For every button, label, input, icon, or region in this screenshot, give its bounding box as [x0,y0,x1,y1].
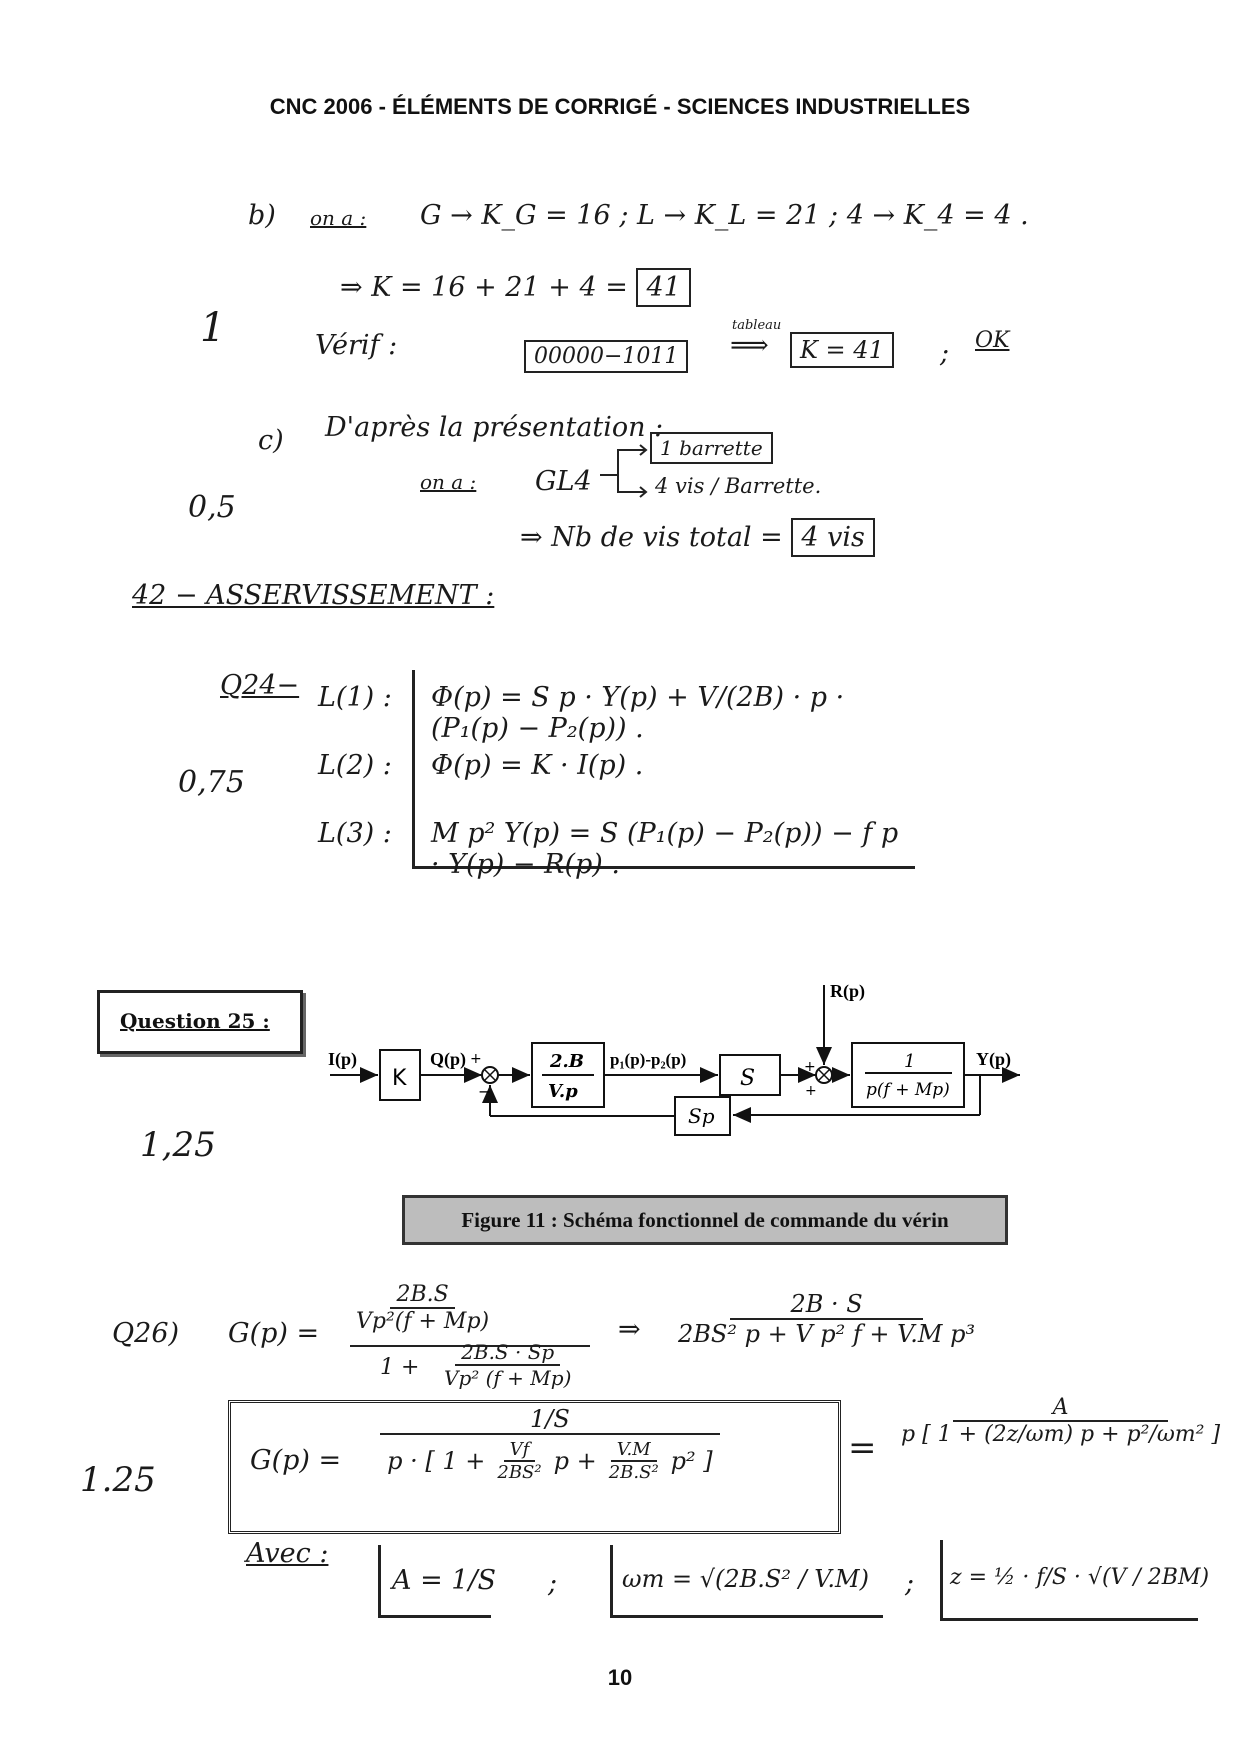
label-sp: Sp [688,1104,715,1128]
q26-inner-den: Vp² (f + Mp) [444,1366,572,1390]
part-b-label: b) [248,200,276,231]
q24-eq-2: Φ(p) = K · I(p) . [431,750,644,781]
branch2-text: 4 vis / Barrette. [655,474,822,498]
k-result-box: K = 41 [790,332,894,368]
question-25-label: Question 25 : [120,1009,270,1033]
part-c-margin-score: 0,5 [188,490,236,525]
total-result-box: 4 vis [791,518,875,557]
part-b-line2 [340,268,691,307]
question-25-box [97,990,303,1054]
block-diagram [320,975,1040,1175]
q26-den-f: 2B.S² [608,1462,659,1483]
label-vp: V.p [548,1081,578,1102]
q26-arrow: ⇒ [618,1314,641,1345]
q26-den-frac1 [491,1439,547,1483]
q24-eq-1: Φ(p) = S p · Y(p) + V/(2B) · p · (P₁(p) − P₂(p)) . [431,682,845,744]
branch1-box: 1 barrette [650,432,773,464]
section-42-title: 42 − ASSERVISSEMENT : [132,580,495,611]
q26-eq-sign: = [848,1428,877,1468]
ok-mark: OK [975,328,1010,353]
label-g-den: p(f + Mp) [866,1080,950,1100]
q26-inner-frac [438,1340,577,1390]
q26-inner-num: 2B.S · Sp [455,1340,560,1366]
ans-z: z = ½ · f/S · √(V / 2BM) [950,1565,1210,1590]
k-result-row [790,332,894,368]
part-b-verif-label: Vérif : [315,330,398,361]
q26-g-lhs: G(p) = [228,1318,320,1349]
label-q: Q(p) [430,1049,466,1069]
q24-lhs-2: L(2) : [318,750,392,781]
q26-den-a: p · [ 1 + [387,1447,486,1475]
sign-plus-3: + [805,1083,817,1099]
q24-lhs-1: L(1) : [318,682,392,713]
q24-eq-3: M p² Y(p) = S (P₁(p) − P₂(p)) − f p · Y(p) − R(p) . [431,818,899,880]
gl4-label: GL4 [535,466,592,497]
q26-den-d: p + [553,1447,597,1475]
total-prefix: ⇒ Nb de vis total = [520,522,783,553]
q26-main-frac [350,1282,495,1334]
q26-boxed-lhs: G(p) = [250,1445,342,1476]
q24-label: Q24− [220,670,300,701]
q26-den-e: V.M [611,1439,657,1462]
sign-plus-2: + [804,1059,816,1075]
q26-den-b: Vf [504,1439,536,1462]
q26-den-g: p² ] [670,1447,713,1475]
q26-den-top: Vp²(f + Mp) [356,1309,490,1334]
q26-canon-num: A [953,1395,1169,1422]
q26-den-frac2 [603,1439,665,1483]
q24-margin-score: 0,75 [178,765,245,800]
branch1-row [650,432,773,464]
ans-a: A = 1/S [392,1565,497,1596]
q26-canon-frac [895,1395,1226,1447]
part-c-ona: on a : [420,470,477,494]
q26-den-c: 2BS² [497,1462,542,1483]
q26-boxed-frac [380,1405,720,1483]
part-c-label: c) [258,425,284,456]
label-g-num: 1 [904,1051,916,1072]
q26-label: Q26) [112,1318,180,1349]
semicolon: ; [940,338,950,369]
label-k: K [392,1066,407,1091]
branch-arrows [598,440,648,500]
q26-num-top: 2B.S [390,1282,454,1309]
ans-wm: ωm = √(2B.S² / V.M) [622,1565,869,1593]
label-i: I(p) [328,1049,358,1069]
label-r: R(p) [830,981,865,1001]
page-number: 10 [607,1665,633,1690]
q26-margin-score: 1.25 [80,1460,156,1500]
part-c-text: D'après la présentation : [325,412,664,443]
q24-equation-block [412,670,915,880]
sign-minus-1: − [478,1082,492,1101]
sep-2: ; [905,1568,915,1599]
q26-boxed-num: 1/S [380,1405,720,1435]
part-b-ona: on a : [310,206,367,230]
q26-one-plus: 1 + [380,1355,420,1380]
label-y: Y(p) [976,1049,1011,1069]
part-b-result-box: 41 [636,268,690,307]
q26-rhs-num: 2B · S [730,1290,922,1320]
part-b-line1: G → K_G = 16 ; L → K_L = 21 ; 4 → K_4 = 4 . [420,200,1029,231]
figure-11-caption: Figure 11 : Schéma fonctionnel de commande du vérin [402,1195,1008,1245]
part-b-verif-row [524,340,688,373]
page-header: CNC 2006 - ÉLÉMENTS DE CORRIGÉ - SCIENCES INDUSTRIELLES [269,94,971,119]
binary-box: 00000−1011 [524,340,688,373]
q25-margin-score: 1,25 [140,1125,216,1165]
part-b-line2-prefix: ⇒ K = 16 + 21 + 4 = [340,272,628,303]
part-b-margin-score: 1 [200,305,226,351]
label-dp: p₁(p)-p₂(p) [610,1050,687,1069]
q26-rhs-frac [672,1290,981,1348]
label-s: S [740,1066,756,1091]
q26-avec: Avec : [246,1538,329,1569]
implies-arrow: ⟹ [730,330,769,361]
label-2b: 2.B [550,1051,585,1072]
tableau-note: tableau [732,318,782,333]
total-vis-row [520,518,875,557]
sep-1: ; [548,1568,558,1599]
q24-lhs-3: L(3) : [318,818,392,849]
sign-plus-1: + [470,1051,482,1067]
q26-canon-den: p [ 1 + (2z/ωm) p + p²/ωm² ] [901,1422,1221,1447]
q26-rhs-den: 2BS² p + V p² f + V.M p³ [678,1320,976,1348]
q26-boxed-den [381,1435,719,1483]
